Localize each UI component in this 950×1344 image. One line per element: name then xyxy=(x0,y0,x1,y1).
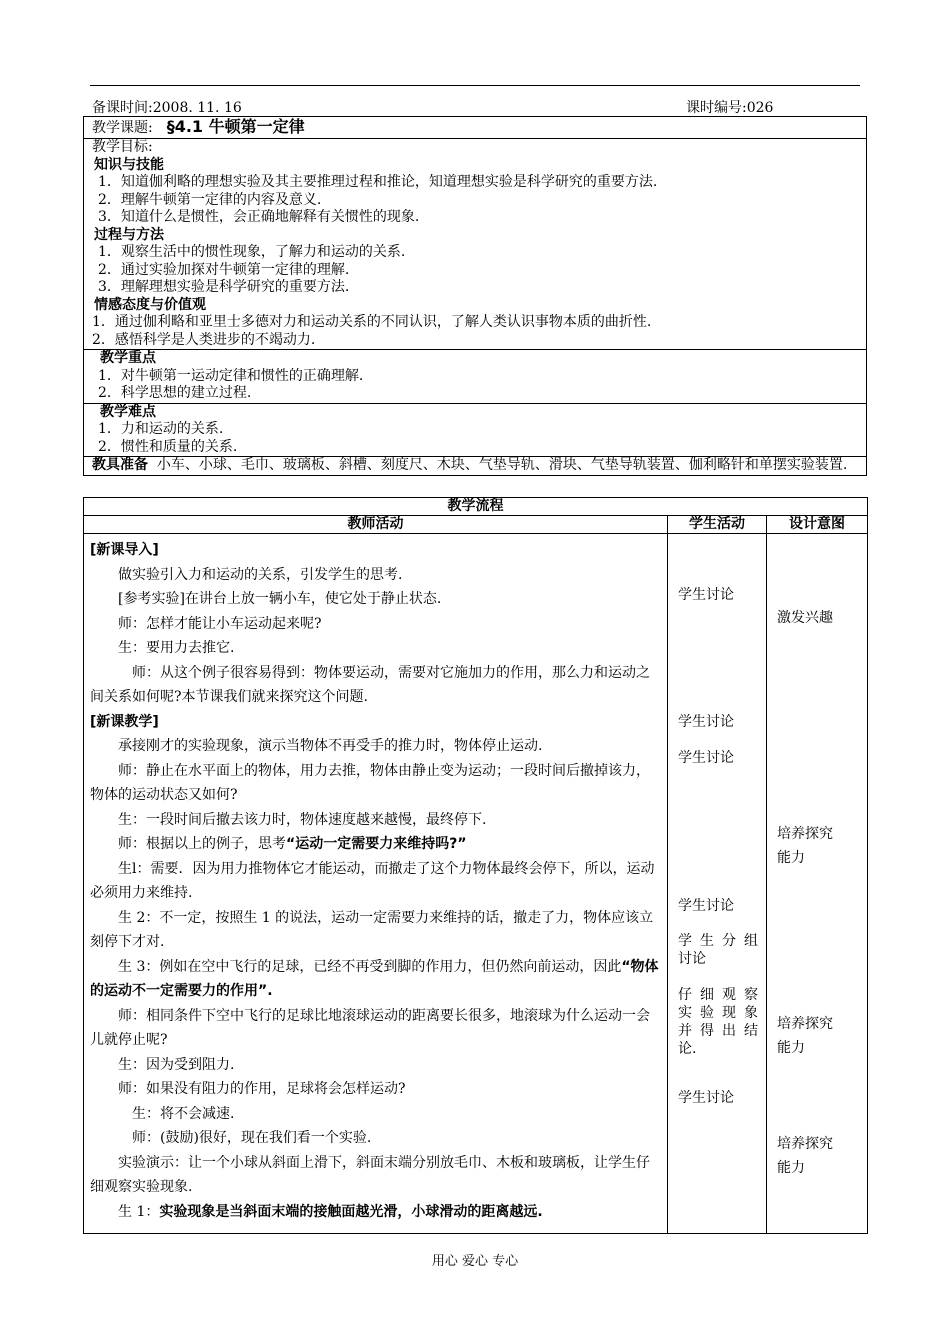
difficulty-item: 1．力和运动的关系. xyxy=(98,421,224,437)
teacher-line: 师：相同条件下空中飞行的足球比地滚球运动的距离要长很多，地滚球为什么运动一会儿就停止呢? xyxy=(90,1007,650,1048)
final-bold: 实验现象是当斜面末端的接触面越光滑，小球滑动的距离越远. xyxy=(159,1203,543,1220)
question-line xyxy=(90,832,661,857)
tools-label: 教具准备 xyxy=(92,457,148,473)
topic-row xyxy=(84,117,867,139)
final-observation-line xyxy=(90,1200,661,1225)
student-note: 论. xyxy=(678,1041,697,1057)
teacher-line: 师：如果没有阻力的作用，足球将会怎样运动? xyxy=(118,1081,406,1097)
intent-note: 激发兴趣 xyxy=(777,610,833,626)
student-note: 仔 细 观 察 xyxy=(678,987,758,1003)
student3-prefix: 生 3：例如在空中飞行的足球，已经不再受到脚的作用力，但仍然向前运动，因此 xyxy=(118,958,622,975)
intent-note: 能力 xyxy=(777,1160,805,1176)
col-intent-header: 设计意图 xyxy=(767,516,868,534)
tools-list: 小车、小球、毛巾、玻璃板、斜槽、刻度尺、木块、气垫导轨、滑块、气垫导轨装置、伽利略针和单摆实验装置. xyxy=(156,457,848,473)
key-point-item: 2．科学思想的建立过程. xyxy=(98,385,252,401)
header-rule xyxy=(90,85,860,86)
teacher-activity-cell xyxy=(84,534,668,1234)
flow-content-row xyxy=(84,534,868,1234)
goals-row xyxy=(84,139,867,350)
teacher-line: 生：将不会减速. xyxy=(132,1105,235,1122)
teacher-line: 承接刚才的实验现象，演示当物体不再受手的推力时，物体停止运动. xyxy=(118,738,543,754)
intro-marker: [新课导入] xyxy=(90,542,159,558)
teacher-line: 生：一段时间后撤去该力时，物体速度越来越慢，最终停下. xyxy=(118,811,487,828)
student-note: 并 得 出 结 xyxy=(678,1023,758,1039)
difficulty-item: 2．惯性和质量的关系. xyxy=(98,438,238,455)
lesson-info-table xyxy=(83,116,867,476)
key-points-title: 教学重点 xyxy=(100,350,156,366)
teacher-line: [参考实验]在讲台上放一辆小车，使它处于静止状态. xyxy=(118,591,442,607)
knowledge-item: 1．知道伽利略的理想实验及其主要推理过程和推论，知道理想实验是科学研究的重要方法. xyxy=(98,174,658,190)
process-item: 1．观察生活中的惯性现象，了解力和运动的关系. xyxy=(98,244,406,260)
intent-note: 培养探究 xyxy=(777,1016,833,1032)
lesson-topic: §4.1 牛顿第一定律 xyxy=(166,117,305,136)
col-teacher-header: 教师活动 xyxy=(84,516,668,534)
intent-note: 能力 xyxy=(777,850,805,866)
teacher-line: 师：从这个例子很容易得到：物体要运动，需要对它施加力的作用，那么力和运动之间关系如何呢?本节课我们就来探究这个问题. xyxy=(90,664,650,705)
process-title: 过程与方法 xyxy=(94,226,164,243)
emotion-title: 情感态度与价值观 xyxy=(94,296,206,313)
tools-row xyxy=(84,457,867,476)
student3-bold: “物体的运动不一定需要力的作用” xyxy=(90,958,659,999)
teacher-line: 生：要用力去推它. xyxy=(118,640,235,656)
knowledge-item: 2．理解牛顿第一定律的内容及意义. xyxy=(98,191,322,208)
design-intent-cell xyxy=(767,534,868,1234)
prep-time: 备课时间:2008. 11. 16 xyxy=(92,100,242,116)
teacher-line: 实验演示：让一个小球从斜面上滑下，斜面末端分别放毛巾、木板和玻璃板，让学生仔细观察实验现象. xyxy=(90,1154,650,1195)
question-bold: “运动一定需要力来维持吗?” xyxy=(286,836,467,852)
final-prefix: 生 1： xyxy=(118,1203,160,1220)
process-item: 3．理解理想实验是科学研究的重要方法. xyxy=(98,279,350,295)
student-note: 讨论 xyxy=(678,951,706,967)
intent-note: 能力 xyxy=(777,1040,805,1056)
lesson-number: 课时编号:026 xyxy=(686,100,774,116)
intent-note: 培养探究 xyxy=(777,1136,833,1152)
teacher-line: 生：因为受到阻力. xyxy=(118,1056,235,1073)
difficulty-row xyxy=(84,403,867,457)
student-note: 学生讨论 xyxy=(678,898,734,914)
teacher-line: 做实验引入力和运动的关系，引发学生的思考. xyxy=(118,566,403,583)
question-prefix: 师：根据以上的例子，思考 xyxy=(118,836,286,852)
student-note: 学生讨论 xyxy=(678,1090,734,1106)
teaching-flow-table xyxy=(83,497,868,1234)
goals-label: 教学目标: xyxy=(92,139,153,155)
teacher-line: 师：怎样才能让小车运动起来呢? xyxy=(118,615,322,632)
key-point-item: 1．对牛顿第一运动定律和惯性的正确理解. xyxy=(98,367,364,384)
teacher-line: 师：静止在水平面上的物体，用力去推，物体由静止变为运动；一段时间后撤掉该力，物体的运动状态又如何? xyxy=(90,762,650,803)
col-student-header: 学生活动 xyxy=(668,516,767,534)
student-note: 学生讨论 xyxy=(678,587,734,603)
process-item: 2．通过实验加探对牛顿第一定律的理解. xyxy=(98,261,350,278)
student-note: 实 验 现 象 xyxy=(678,1005,758,1021)
page-footer: 用心 爱心 专心 xyxy=(431,1254,519,1269)
intent-note: 培养探究 xyxy=(777,826,833,842)
emotion-item: 1．通过伽利略和亚里士多德对力和运动关系的不同认识，了解人类认识事物本质的曲折性. xyxy=(92,314,652,330)
topic-label: 教学课题: xyxy=(92,120,153,136)
flow-header-row xyxy=(84,516,868,534)
student-note: 学 生 分 组 xyxy=(678,933,758,949)
student3-line xyxy=(90,955,661,1004)
teacher-line: 师：(鼓励)很好，现在我们看一个实验. xyxy=(132,1130,372,1146)
teacher-line: 生l：需要．因为用力推物体它才能运动，而撤走了这个力物体最终会停下，所以，运动必须用力来维持. xyxy=(90,860,655,901)
student-note: 学生讨论 xyxy=(678,714,734,730)
knowledge-item: 3．知道什么是惯性，会正确地解释有关惯性的现象. xyxy=(98,209,420,225)
difficulty-title: 教学难点 xyxy=(100,403,156,420)
student3-suffix: . xyxy=(267,983,273,999)
knowledge-title: 知识与技能 xyxy=(94,156,164,173)
flow-title: 教学流程 xyxy=(84,498,868,516)
flow-title-row xyxy=(84,498,868,516)
teacher-line: 生 2：不一定，按照生 1 的说法，运动一定需要力来维持的话，撤走了力，物体应该立刻停下才对. xyxy=(90,909,654,950)
emotion-item: 2．感悟科学是人类进步的不竭动力. xyxy=(92,331,316,348)
student-note: 学生讨论 xyxy=(678,750,734,766)
teach-marker: [新课教学] xyxy=(90,713,159,730)
key-points-row xyxy=(84,350,867,404)
student-activity-cell xyxy=(668,534,767,1234)
